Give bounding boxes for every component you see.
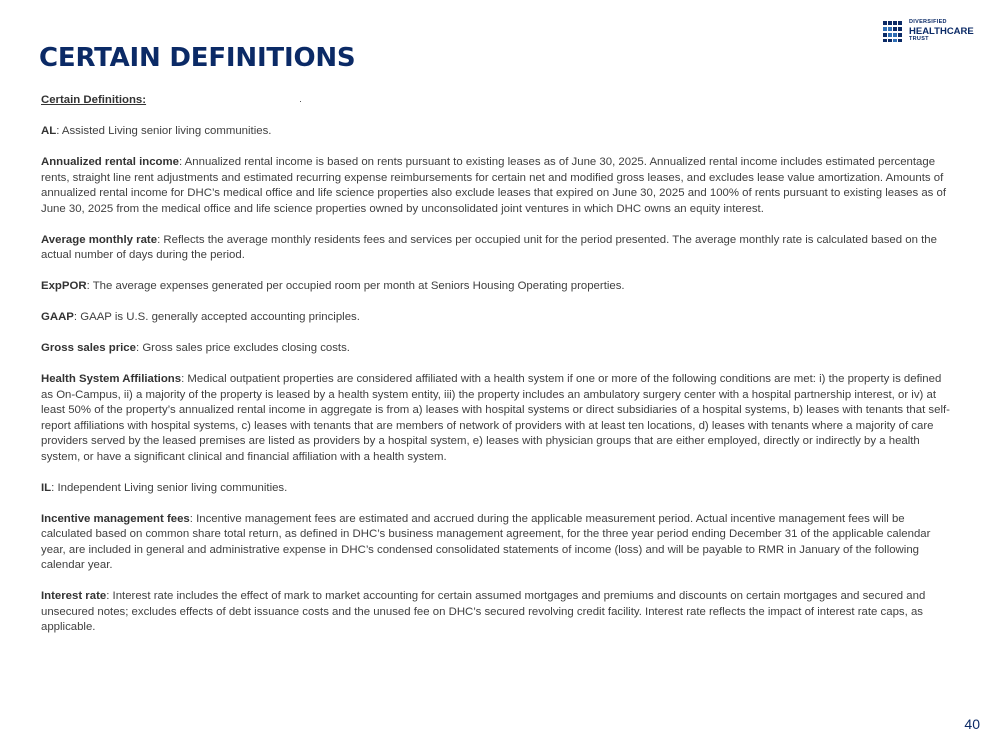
definition-al xyxy=(41,124,955,140)
definition-term: IL xyxy=(41,481,52,494)
definition-term: GAAP xyxy=(41,311,74,323)
logo-line-2: HEALTHCARE xyxy=(909,25,974,37)
page-number: 40 xyxy=(964,716,980,732)
definition-text: : Reflects the average monthly residents fees and services per occupied unit for the period presented. The average monthly rate is calculated based on the actual number of days during the period. xyxy=(41,233,937,261)
definition-text: : Medical outpatient properties are considered affiliated with a health system if one or more of the following conditions are met: i) the property is defined as On-Campus, ii) a majority of the property is leased by a health system entity, iii) the property includes an ambulatory surgery center with a hospital partnership interest, or iv) at least 50% of the property’s annualized rental income in aggregate is from a) leases with hospital systems or direct subsidiaries of a hospital systems, b) leases with tenants that self-report affiliations with hospital systems, c) leases with tenants that are members of network of providers with at least ten locations, d) leases with tenants where a majority of care providers served by the leased premises are listed as providers by a hospital system, e) leases with physician groups that are either employed, directly or indirectly by a health system, or have a significant clinical and financial affiliation with a health system. xyxy=(41,373,950,463)
definition-interest-rate xyxy=(41,589,955,636)
definition-text: : Incentive management fees are estimated and accrued during the applicable measurement period. Actual incentive management fees will be calculated based on common share total return, as defined in DHC’s business management agreement, for the three year period ending December 31 of the applicable calendar year, are included in general and administrative expense in DHC’s condensed consolidated statements of income (loss) and will be payable to RMR in January of the following calendar year. xyxy=(41,512,931,571)
definition-exppor xyxy=(41,279,955,295)
definition-term: Interest rate xyxy=(41,590,107,602)
definition-text: : GAAP is U.S. generally accepted accounting principles. xyxy=(73,311,360,323)
definition-gross-sales-price xyxy=(41,341,955,357)
logo-line-3: TRUST xyxy=(909,36,929,42)
page-title: CERTAIN DEFINITIONS xyxy=(39,43,356,73)
definition-text: : Annualized rental income is based on rents pursuant to existing leases as of June 30, 2025. Annualized rental income includes estimated percentage rents, straight line rent adjustments and estimated recurring expense reimbursements for certain net and modified gross leases, and excludes lease value amortization. Amounts of annualized rental income for DHC’s medical office and life science properties also exclude leases that expired on June 30, 2025 and 100% of rents pursuant to existing leases as of June 30, 2025 from the medical office and life science properties owned by unconsolidated joint ventures in which DHC owns an equity interest. xyxy=(41,156,947,215)
section-heading: Certain Definitions: xyxy=(41,94,147,106)
logo-text xyxy=(909,20,974,43)
definition-health-system-affiliations xyxy=(41,372,955,465)
definition-term: Gross sales price xyxy=(41,342,136,354)
definition-term: ExpPOR xyxy=(41,280,87,292)
definition-text: : Assisted Living senior living communities. xyxy=(56,125,272,137)
definition-il xyxy=(41,481,955,497)
definition-gaap xyxy=(41,310,955,326)
company-logo xyxy=(883,20,983,42)
definition-annualized-rental-income xyxy=(41,155,955,217)
definition-text: : The average expenses generated per occupied room per month at Seniors Housing Operating properties. xyxy=(86,280,625,292)
definition-term: AL xyxy=(41,125,57,137)
definition-average-monthly-rate xyxy=(41,233,955,264)
definition-term: Average monthly rate xyxy=(41,233,158,246)
definition-incentive-management-fees xyxy=(41,512,955,574)
definition-text: : Independent Living senior living communities. xyxy=(51,481,288,494)
definition-term: Annualized rental income xyxy=(41,156,179,168)
logo-grid-icon xyxy=(883,20,903,42)
definition-text: : Interest rate includes the effect of mark to market accounting for certain assumed mortgages and premiums and discounts on certain mortgages and secured and unsecured notes; excludes effects of debt issuance costs and the unused fee on DHC’s secured revolving credit facility. Interest rate reflects the impact of interest rate caps, as applicable. xyxy=(41,590,926,633)
definition-term: Health System Affiliations xyxy=(41,373,182,385)
logo-line-1: DIVERSIFIED xyxy=(909,19,947,25)
definition-term: Incentive management fees xyxy=(41,512,190,525)
definitions-body xyxy=(41,93,955,651)
definition-text: : Gross sales price excludes closing costs. xyxy=(135,342,350,354)
